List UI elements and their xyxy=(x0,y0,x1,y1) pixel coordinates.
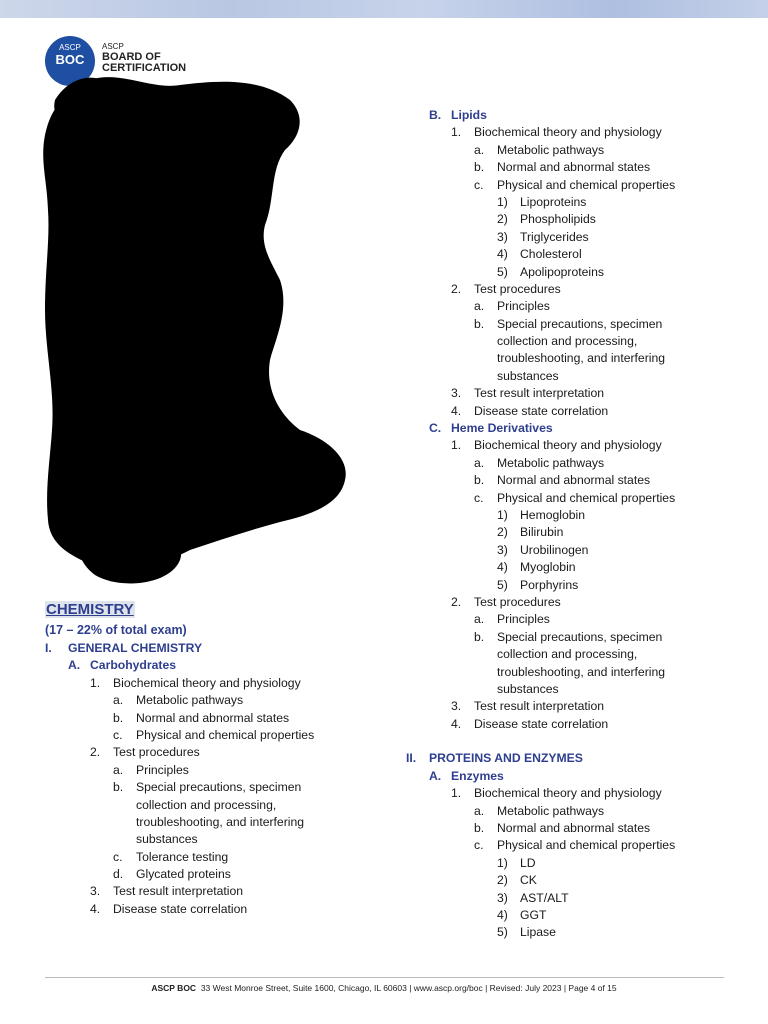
outline-item xyxy=(406,350,746,367)
outline-text: Lipase xyxy=(520,925,556,940)
outline-marker: c. xyxy=(113,849,123,864)
outline-marker: 2. xyxy=(451,594,462,609)
outline-text: troubleshooting, and interfering xyxy=(136,814,305,829)
outline-item xyxy=(406,646,746,663)
outline-marker: 4. xyxy=(90,901,101,916)
outline-text: Disease state correlation xyxy=(113,901,248,916)
outline-marker: 5) xyxy=(497,264,508,279)
outline-item xyxy=(406,264,746,281)
outline-item xyxy=(406,211,746,228)
outline-text: Lipids xyxy=(451,108,487,122)
outline-marker: 2. xyxy=(451,281,462,296)
outline-marker: c. xyxy=(113,727,123,742)
outline-text: Apolipoproteins xyxy=(520,264,605,279)
outline-item xyxy=(406,490,746,507)
outline-text: troubleshooting, and interfering xyxy=(497,351,666,366)
header-banner xyxy=(0,0,768,18)
outline-item xyxy=(406,107,746,124)
outline-text: LD xyxy=(520,855,536,870)
outline-marker: 2) xyxy=(497,212,508,227)
outline-marker: 4) xyxy=(497,247,508,262)
outline-item xyxy=(406,229,746,246)
outline-item xyxy=(406,455,746,472)
outline-marker: 2. xyxy=(90,745,101,760)
outline-item xyxy=(406,159,746,176)
outline-item xyxy=(45,657,375,674)
outline-marker: 3) xyxy=(497,229,508,244)
outline-text: Test result interpretation xyxy=(474,386,605,401)
outline-marker: a. xyxy=(474,455,485,470)
outline-item xyxy=(406,472,746,489)
outline-marker: c. xyxy=(474,838,484,853)
outline-item xyxy=(406,333,746,350)
outline-item xyxy=(406,507,746,524)
outline-item xyxy=(45,744,375,761)
outline-marker: 4. xyxy=(451,716,462,731)
outline-marker: 1. xyxy=(451,125,462,140)
outline-text: substances xyxy=(497,368,559,383)
outline-text: Heme Derivatives xyxy=(451,421,553,436)
outline-marker: 1. xyxy=(90,675,101,690)
outline-marker: b. xyxy=(474,473,485,488)
outline-text: Biochemical theory and physiology xyxy=(474,125,662,140)
outline-item xyxy=(406,785,746,802)
outline-text: substances xyxy=(497,681,559,696)
outline-text: Physical and chemical properties xyxy=(497,490,676,505)
outline-text: Special precautions, specimen xyxy=(497,629,663,644)
outline-text: GENERAL CHEMISTRY xyxy=(68,641,203,655)
outline-marker: a. xyxy=(474,612,485,627)
outline-item xyxy=(45,797,375,814)
outline-item xyxy=(406,698,746,715)
outline-marker: a. xyxy=(113,693,124,708)
outline-text: Test procedures xyxy=(474,281,561,296)
outline-item xyxy=(406,368,746,385)
outline-marker: C. xyxy=(429,421,442,436)
outline-marker: 3. xyxy=(451,699,462,714)
outline-item xyxy=(45,675,375,692)
outline-item xyxy=(406,524,746,541)
outline-item xyxy=(406,316,746,333)
outline-item xyxy=(406,281,746,298)
outline-item xyxy=(406,385,746,402)
outline-text: Tolerance testing xyxy=(136,849,229,864)
logo-text-line1: BOARD OF xyxy=(102,51,161,63)
outline-item xyxy=(406,890,746,907)
outline-text: Physical and chemical properties xyxy=(497,838,676,853)
outline-marker: b. xyxy=(474,821,485,836)
outline-item xyxy=(406,907,746,924)
outline-item xyxy=(406,542,746,559)
outline-text: Carbohydrates xyxy=(90,658,177,673)
outline-marker: b. xyxy=(474,316,485,331)
outline-text: Disease state correlation xyxy=(474,716,609,731)
outline-text: Cholesterol xyxy=(520,247,582,262)
outline-marker: I. xyxy=(45,641,52,655)
outline-item xyxy=(406,768,746,785)
outline-item xyxy=(406,803,746,820)
outline-item xyxy=(406,124,746,141)
outline-item xyxy=(45,727,375,744)
logo-text-line2: CERTIFICATION xyxy=(102,62,187,74)
outline-item xyxy=(45,883,375,900)
outline-text: Metabolic pathways xyxy=(497,803,605,818)
outline-item xyxy=(406,437,746,454)
outline-marker: 1) xyxy=(497,194,508,209)
outline-text: Myoglobin xyxy=(520,560,576,575)
outline-item xyxy=(406,924,746,941)
outline-item xyxy=(406,298,746,315)
outline-item xyxy=(406,872,746,889)
outline-text: Test result interpretation xyxy=(474,699,605,714)
outline-item xyxy=(406,594,746,611)
outline-text: Principles xyxy=(497,612,550,627)
outline-item xyxy=(45,849,375,866)
logo-badge-main: BOC xyxy=(55,52,85,67)
outline-marker: a. xyxy=(474,299,485,314)
redaction-blob xyxy=(30,60,360,600)
outline-marker: b. xyxy=(113,710,124,725)
outline-item xyxy=(45,814,375,831)
outline-item xyxy=(406,246,746,263)
outline-text: collection and processing, xyxy=(136,797,277,812)
outline-marker: a. xyxy=(474,803,485,818)
outline-text: Physical and chemical properties xyxy=(136,727,315,742)
outline-item xyxy=(406,559,746,576)
left-outline xyxy=(45,640,375,918)
outline-text: AST/ALT xyxy=(520,890,569,905)
outline-item xyxy=(45,901,375,918)
outline-item xyxy=(406,681,746,698)
outline-text: GGT xyxy=(520,907,547,922)
logo-badge-top: ASCP xyxy=(59,43,81,52)
outline-text: Phospholipids xyxy=(520,212,596,227)
outline-text: collection and processing, xyxy=(497,334,638,349)
outline-item xyxy=(406,820,746,837)
outline-marker: 1. xyxy=(451,438,462,453)
outline-marker: b. xyxy=(474,629,485,644)
outline-text: Normal and abnormal states xyxy=(136,710,290,725)
footer-divider xyxy=(45,977,724,978)
outline-text: Normal and abnormal states xyxy=(497,821,651,836)
footer xyxy=(0,983,768,993)
outline-item xyxy=(406,194,746,211)
outline-marker: 2) xyxy=(497,525,508,540)
outline-item xyxy=(45,710,375,727)
outline-marker: A. xyxy=(68,658,81,673)
outline-text: Porphyrins xyxy=(520,577,579,592)
outline-item xyxy=(406,837,746,854)
outline-marker: 4) xyxy=(497,560,508,575)
outline-text: Normal and abnormal states xyxy=(497,473,651,488)
outline-text: Test result interpretation xyxy=(113,884,244,899)
outline-item xyxy=(45,640,375,657)
outline-marker: c. xyxy=(474,177,484,192)
outline-marker: c. xyxy=(474,490,484,505)
outline-text: Hemoglobin xyxy=(520,507,586,522)
outline-text: CK xyxy=(520,873,537,888)
outline-marker: 1. xyxy=(451,786,462,801)
outline-item xyxy=(406,177,746,194)
outline-item xyxy=(406,142,746,159)
outline-item xyxy=(406,716,746,733)
footer-text: 33 West Monroe Street, Suite 1600, Chicago, IL 60603 | www.ascp.org/boc | Revised: July 2023 | Page 4 of 15 xyxy=(200,983,617,993)
footer-org: ASCP BOC xyxy=(151,983,197,993)
outline-text: Lipoproteins xyxy=(520,194,587,209)
outline-marker: 4) xyxy=(497,907,508,922)
outline-item xyxy=(406,577,746,594)
outline-text: troubleshooting, and interfering xyxy=(497,664,666,679)
outline-marker: 1) xyxy=(497,855,508,870)
outline-marker: 4. xyxy=(451,403,462,418)
outline-marker: A. xyxy=(429,768,442,783)
outline-marker: 3. xyxy=(90,884,101,899)
right-outline xyxy=(406,107,746,942)
outline-text: Biochemical theory and physiology xyxy=(474,438,662,453)
outline-item xyxy=(406,629,746,646)
outline-item xyxy=(45,866,375,883)
outline-text: PROTEINS AND ENZYMES xyxy=(429,751,583,766)
outline-text: substances xyxy=(136,832,198,847)
outline-marker: 3) xyxy=(497,890,508,905)
outline-item xyxy=(45,762,375,779)
outline-text: Biochemical theory and physiology xyxy=(474,786,662,801)
outline-text: Special precautions, specimen xyxy=(497,316,663,331)
outline-text: Urobilinogen xyxy=(520,542,589,557)
outline-text: Metabolic pathways xyxy=(497,142,605,157)
outline-text: Disease state correlation xyxy=(474,403,609,418)
outline-marker: a. xyxy=(113,762,124,777)
outline-text: Metabolic pathways xyxy=(136,693,244,708)
outline-text: Biochemical theory and physiology xyxy=(113,675,301,690)
outline-text: Physical and chemical properties xyxy=(497,177,676,192)
outline-marker: B. xyxy=(429,108,442,122)
outline-text: Special precautions, specimen xyxy=(136,780,302,795)
outline-marker: 3. xyxy=(451,386,462,401)
outline-marker: 3) xyxy=(497,542,508,557)
outline-marker: b. xyxy=(474,160,485,175)
outline-marker: d. xyxy=(113,867,124,882)
outline-text: Bilirubin xyxy=(520,525,564,540)
section-title: CHEMISTRY xyxy=(46,601,134,618)
outline-marker: a. xyxy=(474,142,485,157)
outline-item xyxy=(406,664,746,681)
exam-percentage: (17 – 22% of total exam) xyxy=(45,623,187,637)
outline-item xyxy=(406,611,746,628)
outline-marker: 5) xyxy=(497,925,508,940)
outline-marker: 1) xyxy=(497,507,508,522)
outline-text: collection and processing, xyxy=(497,647,638,662)
outline-text: Enzymes xyxy=(451,768,504,783)
outline-text: Principles xyxy=(497,299,550,314)
outline-text: Metabolic pathways xyxy=(497,455,605,470)
outline-text: Glycated proteins xyxy=(136,867,231,882)
outline-item xyxy=(406,733,746,750)
outline-item xyxy=(406,403,746,420)
outline-item xyxy=(406,750,746,767)
outline-marker: 5) xyxy=(497,577,508,592)
outline-item xyxy=(406,855,746,872)
outline-text: Normal and abnormal states xyxy=(497,160,651,175)
outline-text: Test procedures xyxy=(113,745,200,760)
outline-marker: b. xyxy=(113,780,124,795)
outline-text: Principles xyxy=(136,762,189,777)
outline-marker: II. xyxy=(406,751,417,766)
outline-text: Triglycerides xyxy=(520,229,589,244)
outline-item xyxy=(45,692,375,709)
outline-item xyxy=(45,779,375,796)
outline-item xyxy=(45,831,375,848)
logo-text-small: ASCP xyxy=(102,42,124,51)
outline-marker: 2) xyxy=(497,873,508,888)
outline-item xyxy=(406,420,746,437)
outline-text: Test procedures xyxy=(474,594,561,609)
